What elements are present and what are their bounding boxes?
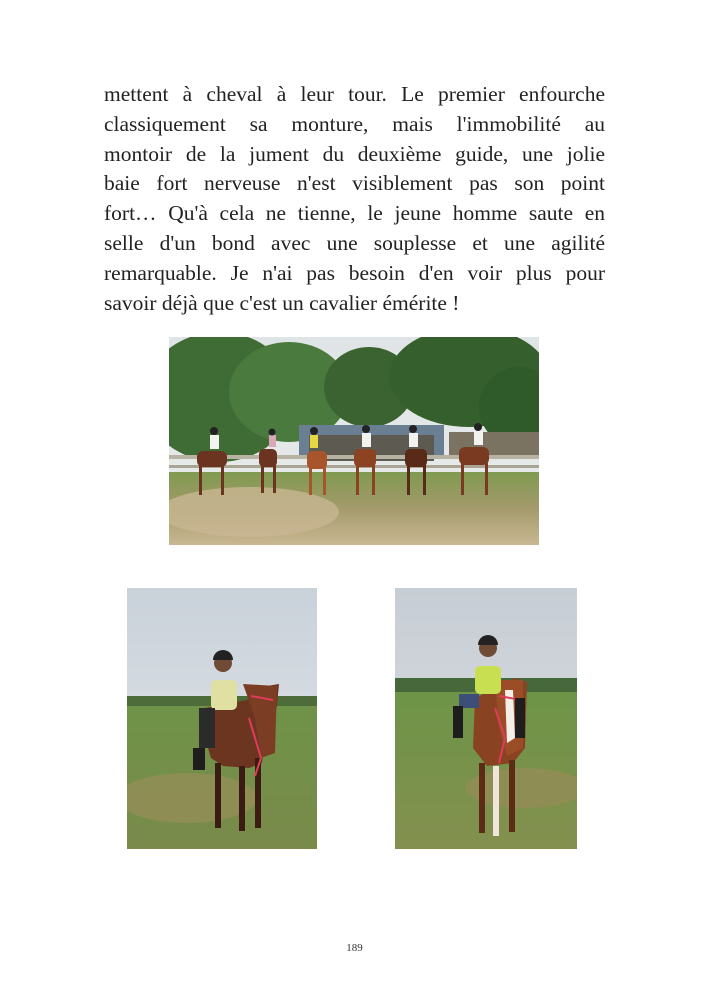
group-riders-photo <box>169 337 539 545</box>
paragraph-line: remarquable. Je n'ai pas besoin d'en voir plus pour <box>104 260 605 285</box>
page-number: 189 <box>346 942 363 954</box>
paragraph-line: mettent à cheval à leur tour. Le premier enfourche <box>104 82 605 106</box>
body-paragraph <box>104 80 605 318</box>
rider-bay-horse-photo <box>127 588 317 849</box>
rider-bay-horse-image <box>127 588 317 849</box>
paragraph-line: classiquement sa monture, mais l'immobilité au <box>104 111 605 136</box>
paragraph-line: selle d'un bond avec une souplesse et une agilité <box>104 230 605 255</box>
group-riders-image <box>169 337 539 545</box>
rider-chestnut-horse-photo <box>395 588 577 849</box>
rider-chestnut-horse-image <box>395 588 577 849</box>
paragraph-line: baie fort nerveuse n'est visiblement pas son point <box>104 171 605 196</box>
paragraph-line: montoir de la jument du deuxième guide, une jolie <box>104 141 605 166</box>
paragraph-line: fort… Qu'à cela ne tienne, le jeune homme saute en <box>104 201 605 226</box>
paragraph-line: savoir déjà que c'est un cavalier émérite ! <box>104 290 460 315</box>
